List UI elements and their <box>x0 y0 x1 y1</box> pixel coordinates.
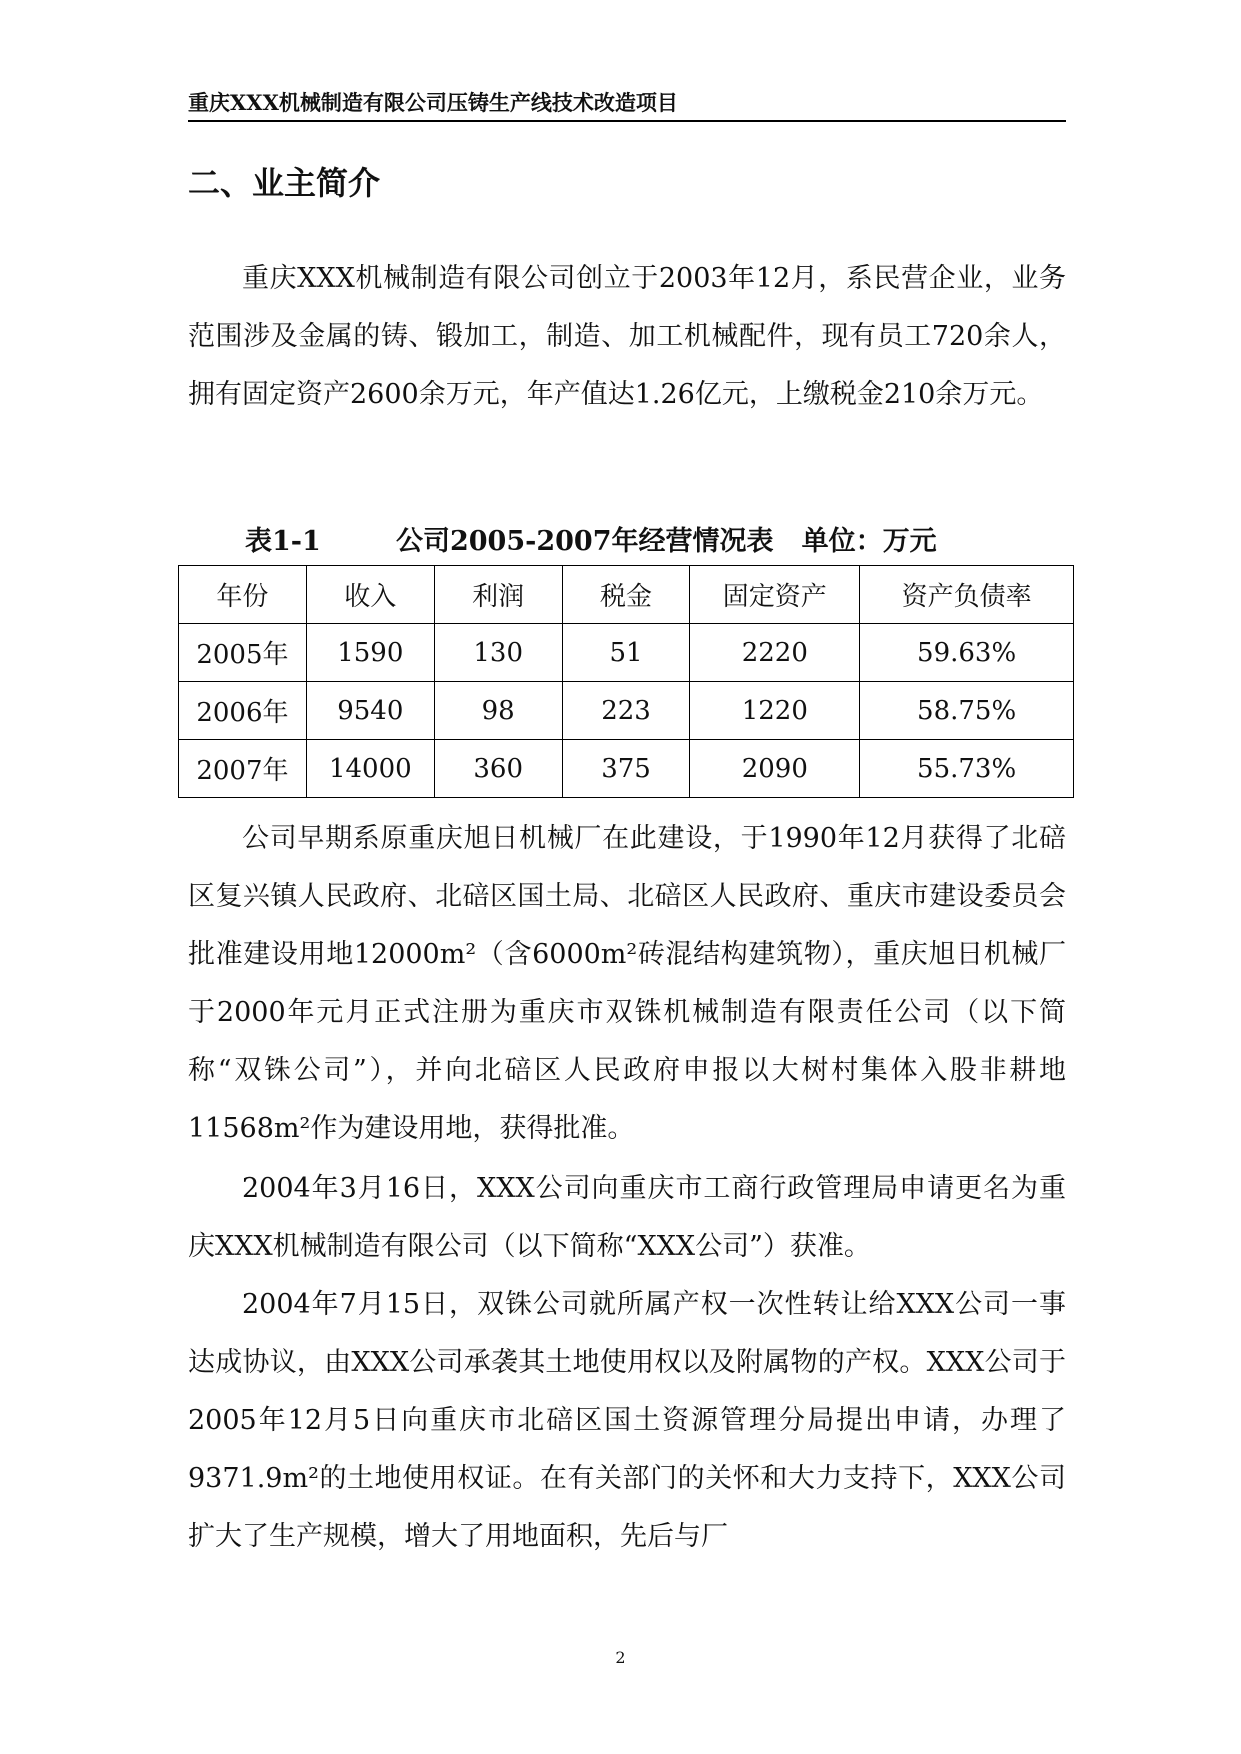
cell-profit: 130 <box>434 624 562 682</box>
header-revenue: 收入 <box>306 566 434 624</box>
header-fixed-assets: 固定资产 <box>690 566 860 624</box>
header-tax: 税金 <box>562 566 690 624</box>
cell-year: 2006年 <box>179 682 307 740</box>
table-caption: 表1-1 公司2005-2007年经营情况表 单位：万元 <box>245 526 937 557</box>
history-paragraph: 公司早期系原重庆旭日机械厂在此建设，于1990年12月获得了北碚区复兴镇人民政府、北碚区国土局、北碚区人民政府、重庆市建设委员会批准建设用地12000m²（含6000m²砖混结构建筑物），重庆旭日机械厂于2000年元月正式注册为重庆市双铢机械制造有限责任公司（以下简称“双铢公司”），并向北碚区人民政府申报以大树村集体入股非耕地11568m²作为建设用地，获得批准。 <box>188 823 1066 1144</box>
cell-tax: 223 <box>562 682 690 740</box>
cell-debt-ratio: 58.75% <box>860 682 1074 740</box>
cell-tax: 51 <box>562 624 690 682</box>
table-row <box>179 624 1074 682</box>
transfer-paragraph: 2004年7月15日，双铢公司就所属产权一次性转让给XXX公司一事达成协议，由XXX公司承袭其土地使用权以及附属物的产权。XXX公司于2005年12月5日向重庆市北碚区国土资源管理分局提出申请，办理了9371.9m²的土地使用权证。在有关部门的关怀和大力支持下，XXX公司扩大了生产规模，增大了用地面积，先后与厂 <box>188 1289 1066 1552</box>
cell-debt-ratio: 59.63% <box>860 624 1074 682</box>
page-header: 重庆XXX机械制造有限公司压铸生产线技术改造项目 <box>188 86 1066 122</box>
header-debt-ratio: 资产负债率 <box>860 566 1074 624</box>
table-header-row <box>179 566 1074 624</box>
cell-fixed-assets: 1220 <box>690 682 860 740</box>
cell-tax: 375 <box>562 740 690 798</box>
intro-paragraph: 重庆XXX机械制造有限公司创立于2003年12月，系民营企业，业务范围涉及金属的铸、锻加工，制造、加工机械配件，现有员工720余人，拥有固定资产2600余万元，年产值达1.26亿元，上缴税金210余万元。 <box>188 263 1066 410</box>
cell-fixed-assets: 2090 <box>690 740 860 798</box>
page-number: 2 <box>615 1648 626 1667</box>
table-row <box>179 682 1074 740</box>
cell-debt-ratio: 55.73% <box>860 740 1074 798</box>
cell-revenue: 9540 <box>306 682 434 740</box>
table-row <box>179 740 1074 798</box>
cell-profit: 360 <box>434 740 562 798</box>
cell-fixed-assets: 2220 <box>690 624 860 682</box>
cell-year: 2005年 <box>179 624 307 682</box>
operating-table <box>178 565 1074 798</box>
cell-revenue: 14000 <box>306 740 434 798</box>
cell-revenue: 1590 <box>306 624 434 682</box>
rename-paragraph: 2004年3月16日，XXX公司向重庆市工商行政管理局申请更名为重庆XXX机械制造有限公司（以下简称“XXX公司”）获准。 <box>188 1173 1066 1262</box>
header-year: 年份 <box>179 566 307 624</box>
section-heading: 二、业主简介 <box>188 164 381 202</box>
header-profit: 利润 <box>434 566 562 624</box>
cell-profit: 98 <box>434 682 562 740</box>
cell-year: 2007年 <box>179 740 307 798</box>
